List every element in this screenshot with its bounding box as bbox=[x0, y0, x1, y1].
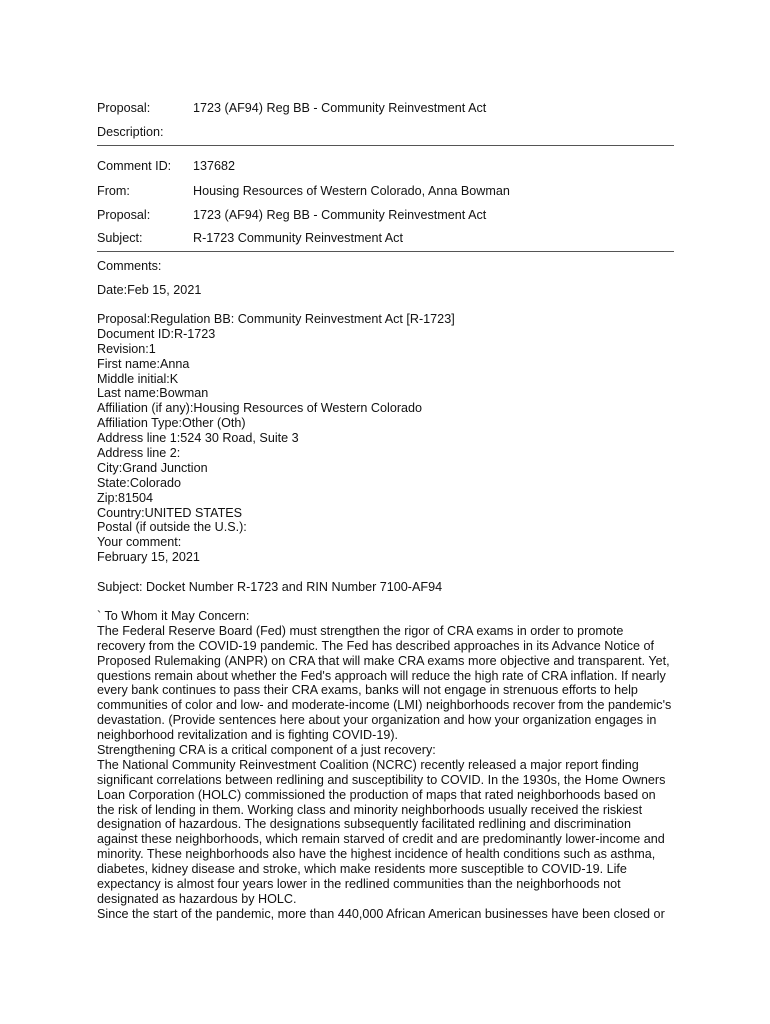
form-field-line: City:Grand Junction bbox=[97, 460, 208, 475]
form-field-line: Middle initial:K bbox=[97, 371, 179, 386]
header-proposal-row bbox=[97, 100, 677, 116]
form-field-line: First name:Anna bbox=[97, 356, 190, 371]
comment-date: Date:Feb 15, 2021 bbox=[97, 283, 202, 297]
header-proposal-label: Proposal: bbox=[97, 101, 151, 115]
letter-line: against these neighborhoods, which remain starved of credit and are predominantly lower-income and bbox=[97, 832, 665, 847]
letter-line: diabetes, kidney disease and stroke, which make residents more susceptible to COVID-19. Life bbox=[97, 862, 627, 877]
comments-label: Comments: bbox=[97, 259, 162, 273]
form-field-line: Document ID:R-1723 bbox=[97, 326, 216, 341]
letter-line: questions remain about whether the Fed's approach will reduce the high rate of CRA inflation. If nearly bbox=[97, 668, 666, 683]
letter-body-block bbox=[97, 609, 677, 922]
form-field-line: Your comment: bbox=[97, 535, 182, 550]
letter-line: significant correlations between redlining and susceptibility to COVID. In the 1930s, the Home Owners bbox=[97, 772, 666, 787]
form-field-line: Proposal:Regulation BB: Community Reinvestment Act [R-1723] bbox=[97, 312, 455, 326]
letter-subject-line: Subject: Docket Number R-1723 and RIN Number 7100-AF94 bbox=[97, 580, 443, 594]
letter-line: every bank continues to pass their CRA exams, banks will not engage in strenuous efforts to help bbox=[97, 683, 638, 698]
header-description-label: Description: bbox=[97, 125, 164, 139]
letter-line: communities of color and low- and moderate-income (LMI) neighborhoods recover from the pandemic's bbox=[97, 698, 672, 713]
form-field-line: Address line 2: bbox=[97, 446, 181, 461]
letter-line: designation of hazardous. The designations subsequently facilitated redlining and discrimination bbox=[97, 817, 631, 832]
form-field-line: State:Colorado bbox=[97, 475, 182, 490]
letter-line: Since the start of the pandemic, more than 440,000 African American businesses have been closed or bbox=[97, 906, 665, 921]
meta-subject-value: R-1723 Community Reinvestment Act bbox=[193, 231, 403, 245]
letter-line: ` To Whom it May Concern: bbox=[97, 609, 250, 623]
form-field-line: Country:UNITED STATES bbox=[97, 505, 243, 520]
letter-line: devastation. (Provide sentences here about your organization and how your organization engages in bbox=[97, 713, 657, 728]
meta-comment-id-label: Comment ID: bbox=[97, 159, 172, 173]
form-field-line: February 15, 2021 bbox=[97, 550, 200, 565]
letter-line: neighborhood revitalization and is fighting COVID-19). bbox=[97, 728, 399, 743]
top-divider bbox=[97, 145, 674, 146]
meta-subject-row bbox=[97, 230, 677, 246]
meta-from-label: From: bbox=[97, 184, 130, 198]
meta-proposal-label: Proposal: bbox=[97, 208, 151, 222]
meta-from-value: Housing Resources of Western Colorado, Anna Bowman bbox=[193, 184, 510, 198]
form-field-line: Postal (if outside the U.S.): bbox=[97, 520, 247, 535]
form-fields-block bbox=[97, 312, 677, 565]
form-field-line: Zip:81504 bbox=[97, 490, 154, 505]
meta-proposal-value: 1723 (AF94) Reg BB - Community Reinvestment Act bbox=[193, 208, 487, 222]
form-field-line: Address line 1:524 30 Road, Suite 3 bbox=[97, 431, 299, 446]
letter-line: designated as hazardous by HOLC. bbox=[97, 891, 297, 906]
meta-subject-label: Subject: bbox=[97, 231, 143, 245]
letter-line: recovery from the COVID-19 pandemic. The Fed has described approaches in its Advance Notice of bbox=[97, 638, 654, 653]
form-field-line: Affiliation Type:Other (Oth) bbox=[97, 416, 246, 431]
meta-comment-id-value: 137682 bbox=[193, 159, 236, 173]
bottom-divider bbox=[97, 251, 674, 252]
letter-line: Proposed Rulemaking (ANPR) on CRA that will make CRA exams more objective and transparent. Yet, bbox=[97, 653, 670, 668]
form-field-line: Revision:1 bbox=[97, 341, 156, 356]
letter-line: Strengthening CRA is a critical component of a just recovery: bbox=[97, 743, 436, 758]
meta-from-row bbox=[97, 183, 677, 199]
form-field-line: Affiliation (if any):Housing Resources of Western Colorado bbox=[97, 401, 423, 416]
header-proposal-value: 1723 (AF94) Reg BB - Community Reinvestment Act bbox=[193, 101, 487, 115]
letter-line: The Federal Reserve Board (Fed) must strengthen the rigor of CRA exams in order to promote bbox=[97, 623, 624, 638]
form-field-line: Last name:Bowman bbox=[97, 386, 209, 401]
letter-line: minority. These neighborhoods also have the highest incidence of health conditions such as asthma, bbox=[97, 847, 656, 862]
meta-proposal-row bbox=[97, 207, 677, 223]
letter-line: Loan Corporation (HOLC) commissioned the production of maps that rated neighborhoods based on bbox=[97, 787, 656, 802]
header-description-row bbox=[97, 124, 677, 140]
meta-comment-id-row bbox=[97, 158, 677, 174]
letter-line: the risk of lending in them. Working class and minority neighborhoods usually received the riskiest bbox=[97, 802, 643, 817]
letter-line: The National Community Reinvestment Coalition (NCRC) recently released a major report finding bbox=[97, 757, 639, 772]
letter-line: expectancy is almost four years lower in the redlined communities than the neighborhoods not bbox=[97, 877, 621, 892]
